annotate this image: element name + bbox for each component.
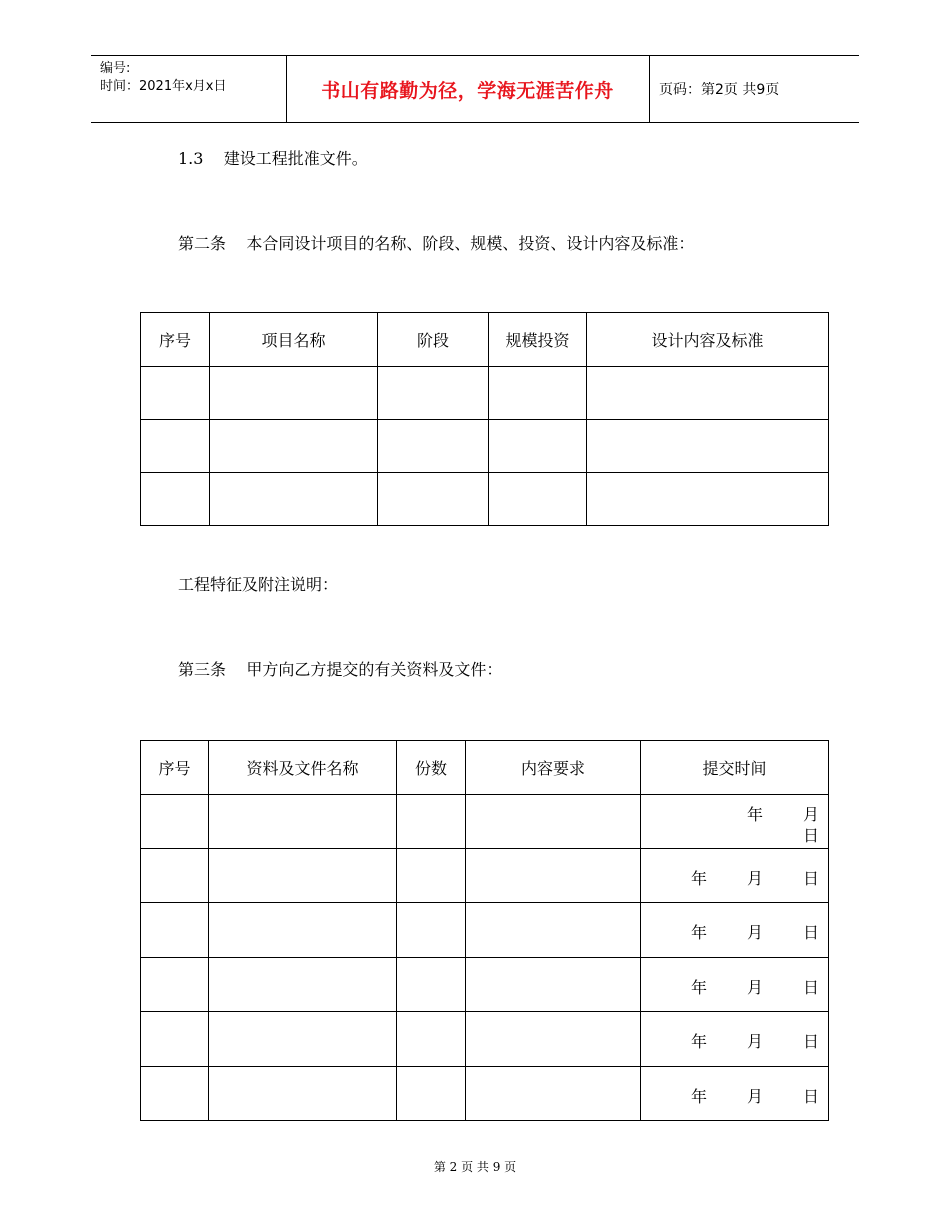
header-divider — [649, 56, 650, 122]
table-cell[interactable] — [587, 420, 829, 473]
col-header-document-name: 资料及文件名称 — [209, 741, 397, 795]
date-month: 月 — [747, 1087, 764, 1106]
date-month: 月 — [747, 978, 764, 997]
table-row — [141, 958, 829, 1012]
clause-1-3: 1.3 建设工程批准文件。 — [178, 149, 368, 168]
table-cell[interactable] — [378, 420, 489, 473]
submit-date-cell[interactable] — [641, 1067, 829, 1121]
header-page-code: 页码：第2页 共9页 — [659, 82, 780, 98]
table-cell[interactable] — [141, 473, 210, 526]
table-row — [141, 367, 829, 420]
documents-table — [140, 740, 829, 1121]
table-cell[interactable] — [141, 1067, 209, 1121]
table-cell[interactable] — [466, 849, 641, 903]
submit-date-cell[interactable] — [641, 958, 829, 1012]
table-row — [141, 1012, 829, 1067]
col-header-index: 序号 — [141, 313, 210, 367]
date-year: 年 — [691, 1032, 708, 1051]
table-header-row — [141, 313, 829, 367]
table-cell[interactable] — [209, 958, 397, 1012]
table-cell[interactable] — [141, 958, 209, 1012]
date-day: 日 — [803, 869, 820, 888]
date-year: 年 — [691, 978, 708, 997]
table-cell[interactable] — [209, 1067, 397, 1121]
table-cell[interactable] — [141, 903, 209, 958]
table-row — [141, 795, 829, 849]
table-cell[interactable] — [397, 1067, 466, 1121]
date-day: 日 — [803, 978, 820, 997]
date-month: 月 — [803, 805, 820, 824]
table-row — [141, 473, 829, 526]
date-day: 日 — [803, 1032, 820, 1051]
table-cell[interactable] — [397, 795, 466, 849]
header-meta — [100, 60, 226, 96]
table-cell[interactable] — [209, 903, 397, 958]
serial-label: 编号: — [100, 61, 131, 76]
table-cell[interactable] — [210, 367, 378, 420]
table-cell[interactable] — [210, 420, 378, 473]
table-cell[interactable] — [209, 1012, 397, 1067]
table-cell[interactable] — [209, 849, 397, 903]
col-header-submit-time: 提交时间 — [641, 741, 829, 795]
table-cell[interactable] — [466, 795, 641, 849]
col-header-design-content: 设计内容及标准 — [587, 313, 829, 367]
submit-date-cell[interactable] — [641, 1012, 829, 1067]
col-header-stage: 阶段 — [378, 313, 489, 367]
date-year: 年 — [691, 923, 708, 942]
date-day: 日 — [803, 1087, 820, 1106]
table-cell[interactable] — [378, 367, 489, 420]
table-row — [141, 1067, 829, 1121]
clause-3-heading: 第三条 甲方向乙方提交的有关资料及文件： — [178, 660, 503, 679]
col-header-content-requirement: 内容要求 — [466, 741, 641, 795]
col-header-project-name: 项目名称 — [210, 313, 378, 367]
time-label: 时间：2021年x月x日 — [100, 79, 227, 94]
clause-2-heading: 第二条 本合同设计项目的名称、阶段、规模、投资、设计内容及标准： — [178, 234, 695, 253]
date-day: 日 — [803, 826, 820, 845]
table-row — [141, 420, 829, 473]
table-cell[interactable] — [141, 849, 209, 903]
table-header-row — [141, 741, 829, 795]
table-cell[interactable] — [587, 367, 829, 420]
table-cell[interactable] — [141, 1012, 209, 1067]
table-cell[interactable] — [209, 795, 397, 849]
table-cell[interactable] — [489, 420, 587, 473]
notes-label: 工程特征及附注说明： — [178, 575, 339, 594]
table-cell[interactable] — [397, 849, 466, 903]
date-month: 月 — [747, 923, 764, 942]
table-cell[interactable] — [397, 1012, 466, 1067]
date-month: 月 — [747, 869, 764, 888]
project-table — [140, 312, 829, 526]
table-cell[interactable] — [141, 795, 209, 849]
col-header-index: 序号 — [141, 741, 209, 795]
header-motto: 书山有路勤为径，学海无涯苦作舟 — [321, 79, 614, 102]
submit-date-cell[interactable] — [641, 849, 829, 903]
table-row — [141, 903, 829, 958]
page-footer: 第 2 页 共 9 页 — [433, 1160, 517, 1174]
table-cell[interactable] — [141, 367, 210, 420]
date-year: 年 — [691, 1087, 708, 1106]
page-header — [91, 55, 859, 123]
date-year: 年 — [691, 869, 708, 888]
table-cell[interactable] — [489, 473, 587, 526]
table-cell[interactable] — [378, 473, 489, 526]
table-cell[interactable] — [397, 903, 466, 958]
date-year: 年 — [747, 805, 764, 824]
table-row — [141, 849, 829, 903]
table-cell[interactable] — [466, 903, 641, 958]
submit-date-cell[interactable] — [641, 795, 829, 849]
table-cell[interactable] — [397, 958, 466, 1012]
table-cell[interactable] — [210, 473, 378, 526]
date-month: 月 — [747, 1032, 764, 1051]
table-cell[interactable] — [466, 958, 641, 1012]
table-cell[interactable] — [466, 1067, 641, 1121]
table-cell[interactable] — [466, 1012, 641, 1067]
table-cell[interactable] — [141, 420, 210, 473]
date-day: 日 — [803, 923, 820, 942]
col-header-scale-investment: 规模投资 — [489, 313, 587, 367]
submit-date-cell[interactable] — [641, 903, 829, 958]
table-cell[interactable] — [489, 367, 587, 420]
table-cell[interactable] — [587, 473, 829, 526]
col-header-copies: 份数 — [397, 741, 466, 795]
